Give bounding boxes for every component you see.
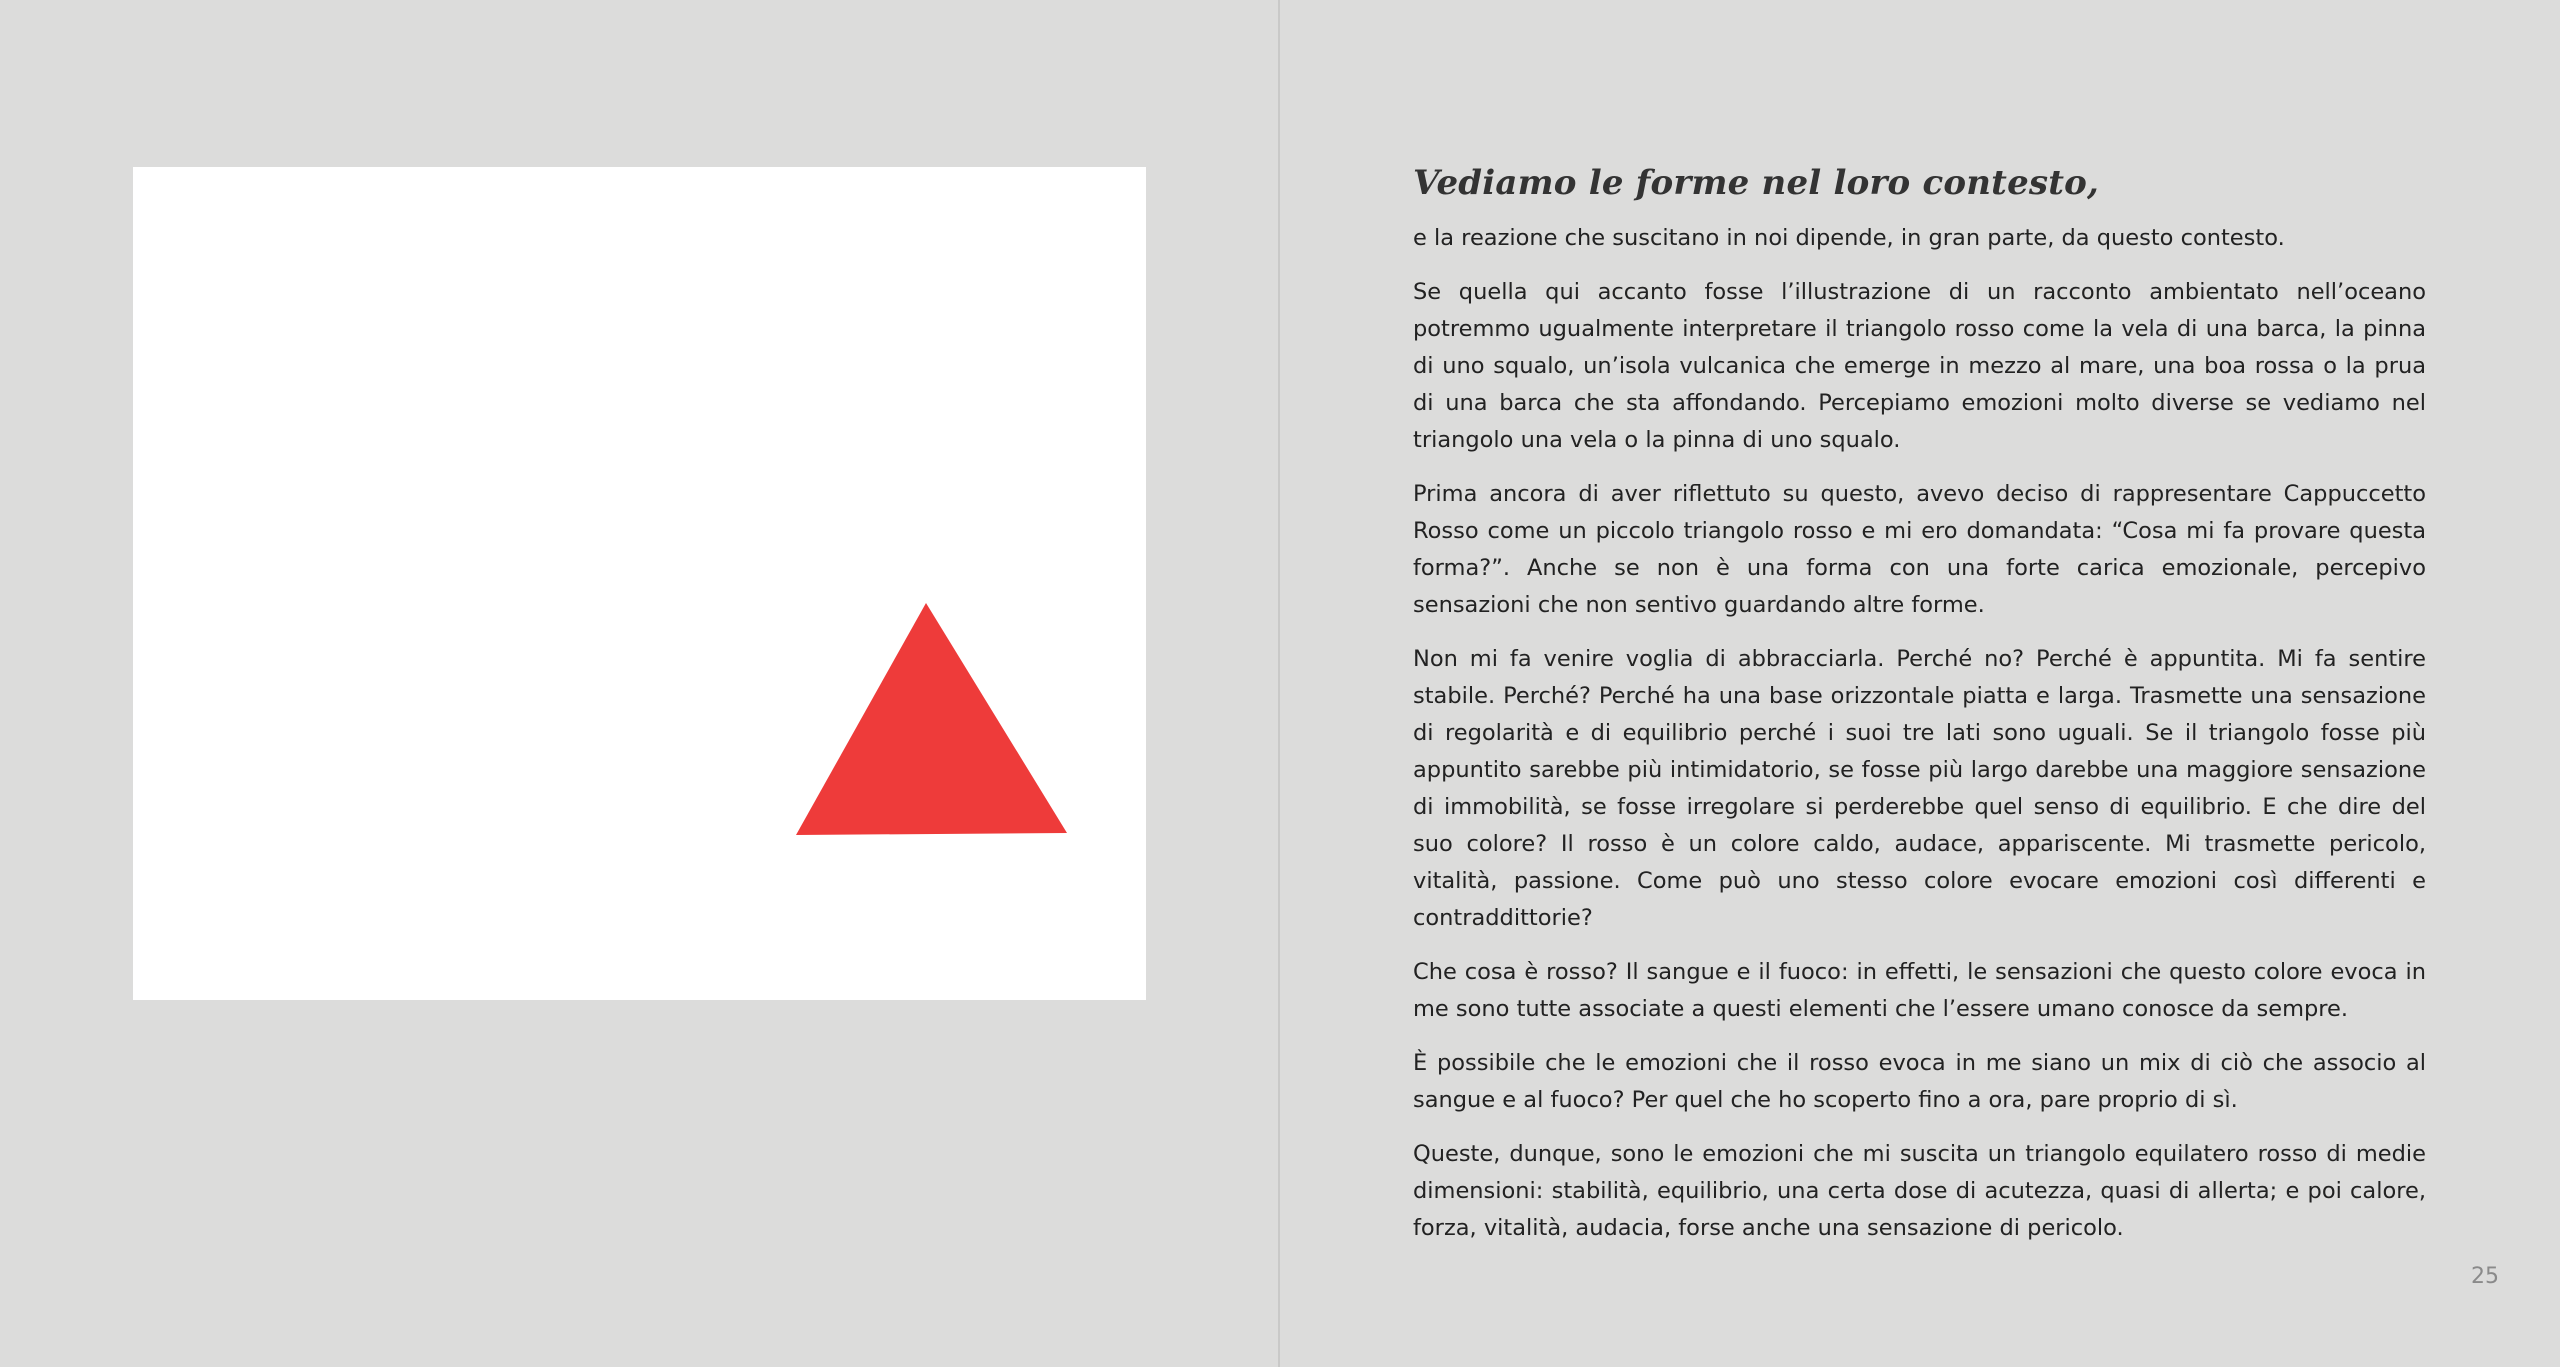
paragraph: Che cosa è rosso? Il sangue e il fuoco: in effetti, le sensazioni che questo colore evoca in me sono tutte associate a questi elementi che l’essere umano conosce da sempre. <box>1413 959 2426 1022</box>
paragraph: Se quella qui accanto fosse l’illustrazione di un racconto ambientato nell’oceano potremmo ugualmente interpretare il triangolo rosso come la vela di una barca, la pinna di uno squalo, un’isola vulcanica che emerge in mezzo al mare, una boa rossa o la prua di una barca che sta affondando. Percepiamo emozioni molto diverse se vediamo nel triangolo una vela o la pinna di uno squalo. <box>1413 279 2426 453</box>
illustration-canvas <box>133 167 1146 1000</box>
section-heading: Vediamo le forme nel loro contesto, <box>1413 163 2100 203</box>
paragraph: Prima ancora di aver riflettuto su questo, avevo deciso di rappresentare Cappuccetto Rosso come un piccolo triangolo rosso e mi ero domandata: “Cosa mi fa provare questa forma?”. Anche se non è una forma con una forte carica emozionale, percepivo sensazioni che non sentivo guardando altre forme. <box>1413 481 2426 618</box>
paragraph: È possibile che le emozioni che il rosso evoca in me siano un mix di ciò che associo al sangue e al fuoco? Per quel che ho scoperto fino a ora, pare proprio di sì. <box>1413 1050 2426 1113</box>
page-number: 25 <box>2471 1264 2499 1289</box>
paragraph: Non mi fa venire voglia di abbracciarla. Perché no? Perché è appuntita. Mi fa sentire stabile. Perché? Perché ha una base orizzontale piatta e larga. Trasmette una sensazione di regolarità e di equilibrio perché i suoi tre lati sono uguali. Se il triangolo fosse più appuntito sarebbe più intimidatorio, se fosse più largo darebbe una maggiore sensazione di immobilità, se fosse irregolare si perderebbe quel senso di equilibrio. E che dire del suo colore? Il rosso è un colore caldo, audace, appariscente. Mi trasmette pericolo, vitalità, passione. Come può uno stesso colore evocare emozioni così differenti e contraddittorie? <box>1413 646 2426 931</box>
paragraph: Queste, dunque, sono le emozioni che mi suscita un triangolo equilatero rosso di medie dimensioni: stabilità, equilibrio, una certa dose di acutezza, quasi di allerta; e poi calore, forza, vitalità, audacia, forse anche una sensazione di pericolo. <box>1413 1141 2426 1241</box>
illustration-panel <box>133 167 1146 1000</box>
left-page <box>0 0 1278 1367</box>
body-text <box>1413 160 2426 1264</box>
paragraph: e la reazione che suscitano in noi dipende, in gran parte, da questo contesto. <box>1413 225 2285 251</box>
red-triangle <box>796 603 1067 835</box>
